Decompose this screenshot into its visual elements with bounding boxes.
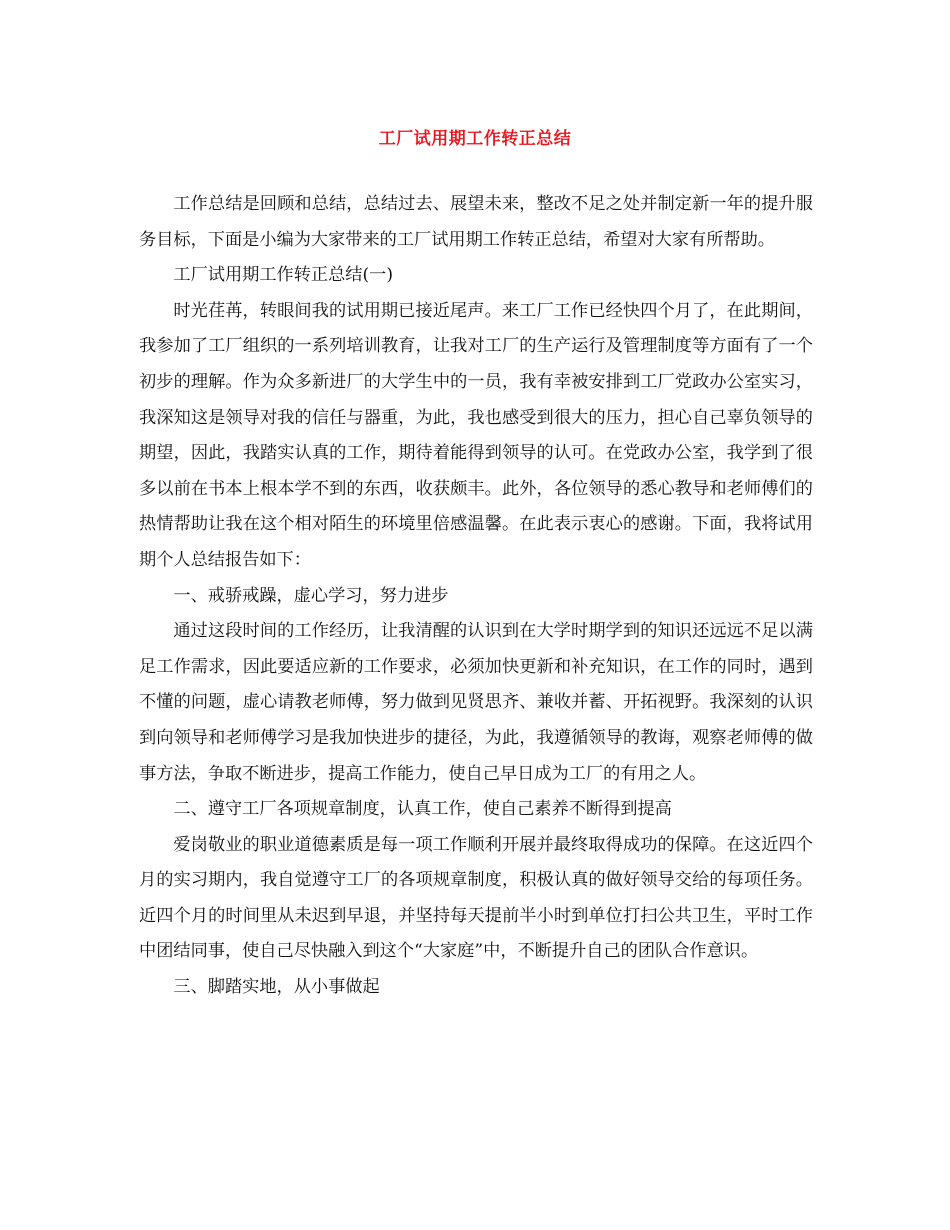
document-body [139, 187, 813, 1006]
body-paragraph: 爱岗敬业的职业道德素质是每一项工作顺利开展并最终取得成功的保障。在这近四个月的实习期内，我自觉遵守工厂的各项规章制度，积极认真的做好领导交给的每项任务。近四个月的时间里从未迟到早退，并坚持每天提前半小时到单位打扫公共卫生，平时工作中团结同事，使自己尽快融入到这个“大家庭”中，不断提升自己的团队合作意识。 [139, 834, 813, 962]
intro-paragraph: 工作总结是回顾和总结，总结过去、展望未来，整改不足之处并制定新一年的提升服务目标，下面是小编为大家带来的工厂试用期工作转正总结，希望对大家有所帮助。 [139, 194, 813, 250]
body-paragraph: 时光荏苒，转眼间我的试用期已接近尾声。来工厂工作已经快四个月了，在此期间，我参加了工厂组织的一系列培训教育，让我对工厂的生产运行及管理制度等方面有了一个初步的理解。作为众多新进厂的大学生中的一员，我有幸被安排到工厂党政办公室实习，我深知这是领导对我的信任与器重，为此，我也感受到很大的压力，担心自己辜负领导的期望，因此，我踏实认真的工作，期待着能得到领导的认可。在党政办公室，我学到了很多以前在书本上根本学不到的东西，收获颇丰。此外，各位领导的悉心教导和老师傅们的热情帮助让我在这个相对陌生的环境里倍感温馨。在此表示衷心的感谢。下面，我将试用期个人总结报告如下： [139, 300, 813, 570]
body-paragraph: 通过这段时间的工作经历，让我清醒的认识到在大学时期学到的知识还远远不足以满足工作需求，因此要适应新的工作要求，必须加快更新和补充知识，在工作的同时，遇到不懂的问题，虚心请教老师傅，努力做到见贤思齐、兼收并蓄、开拓视野。我深刻的认识到向领导和老师傅学习是我加快进步的捷径，为此，我遵循领导的教诲，观察老师傅的做事方法，争取不断进步，提高工作能力，使自己早日成为工厂的有用之人。 [139, 621, 813, 784]
section-heading-part-one: 工厂试用期工作转正总结(一) [173, 265, 394, 286]
document-title: 工厂试用期工作转正总结 [378, 129, 572, 149]
section-heading-1: 一、戒骄戒躁，虚心学习，努力进步 [173, 585, 449, 606]
section-heading-2: 二、遵守工厂各项规章制度，认真工作，使自己素养不断得到提高 [173, 799, 672, 820]
section-heading-3: 三、脚踏实地，从小事做起 [173, 977, 380, 998]
